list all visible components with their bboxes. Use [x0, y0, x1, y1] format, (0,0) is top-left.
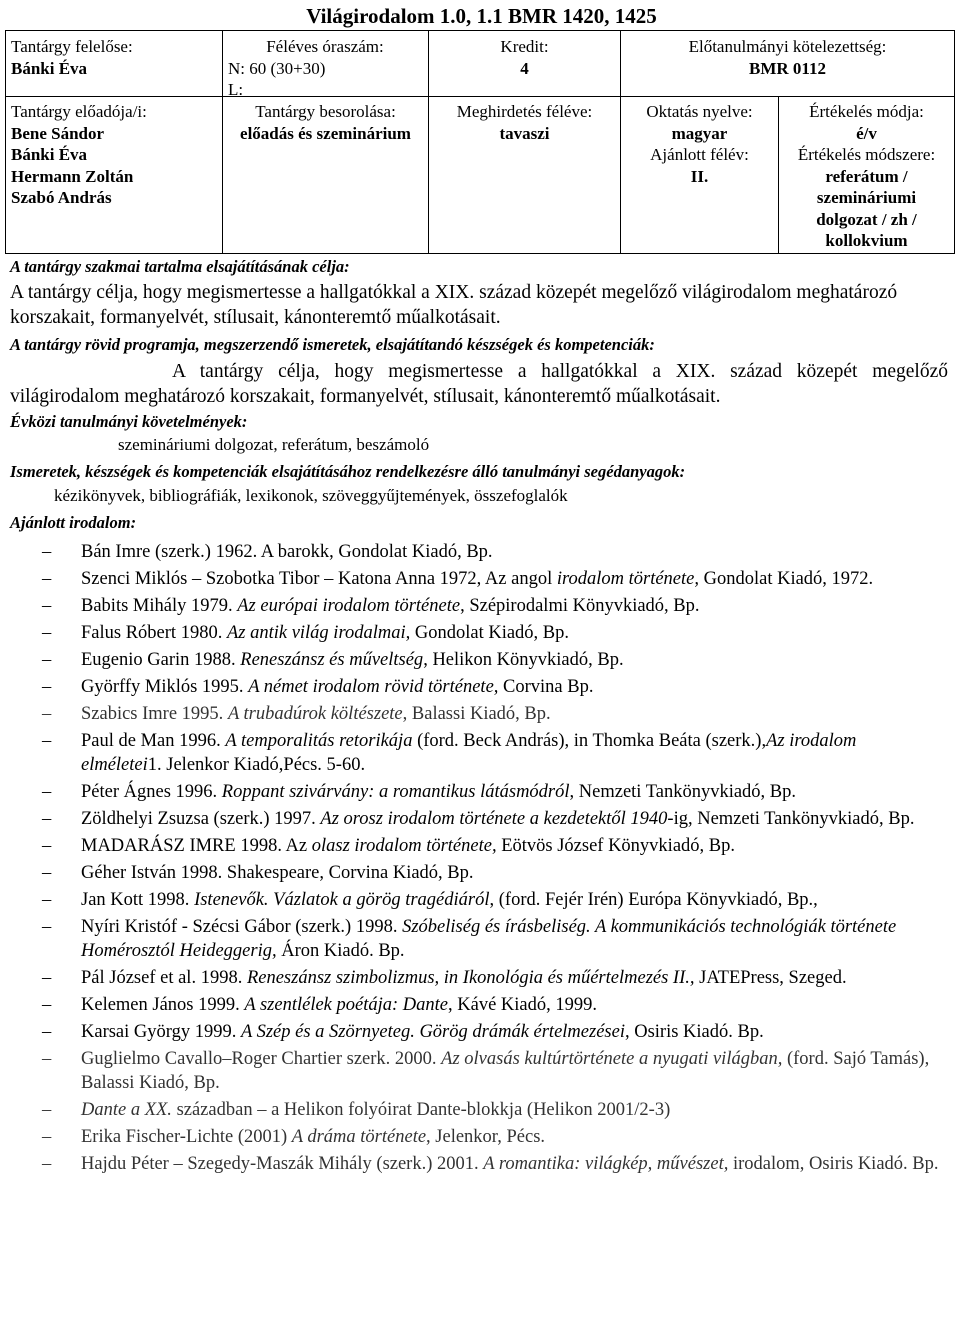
list-dash: –	[42, 731, 52, 751]
eval-method-label: Értékelés módszere:	[797, 145, 936, 164]
bibliography-title: Az orosz irodalom története a kezdetektől 1940-	[320, 809, 674, 829]
responsible-cell	[11, 36, 216, 79]
materials-text: kézikönyvek, bibliográfiák, lexikonok, szöveggyűjtemények, összefoglalók	[54, 486, 568, 505]
bibliography-entry	[0, 729, 941, 777]
bibliography-text: , Kávé Kiadó, 1999.	[448, 995, 598, 1015]
bibliography-title: Reneszánsz és műveltség	[240, 650, 424, 670]
bibliography-title: Reneszánsz szimbolizmus, in Ikonológia és műértelmezés II.,	[246, 968, 695, 988]
bibliography-text: Gondolat Kiadó, 1972.	[699, 569, 874, 589]
prereq-cell	[621, 36, 954, 79]
evaluation-cell	[779, 101, 954, 252]
credit-label: Kredit:	[500, 37, 549, 56]
semester-label: Meghirdetés féléve:	[456, 102, 593, 121]
bibliography-entry	[0, 648, 941, 672]
hours-label: Féléves óraszám:	[266, 37, 384, 56]
bibliography-entry	[0, 1152, 941, 1176]
list-dash: –	[42, 836, 52, 856]
credit-cell	[429, 36, 620, 79]
bibliography-title: Az olvasás kultúrtörténete a nyugati világban,	[441, 1049, 783, 1069]
hours-l-value: L:	[228, 80, 244, 99]
bibliography-title: A romantika: világkép, művészet,	[483, 1154, 733, 1174]
program-heading: A tantárgy rövid programja, megszerzendő ismeretek, elsajátítandó készségek és kompetenciák:	[10, 335, 655, 354]
bibliography-text: Géher István 1998. Shakespeare, Corvina Kiadó, Bp.	[81, 863, 474, 883]
bibliography-text: , Jelenkor, Pécs.	[426, 1127, 546, 1147]
list-dash: –	[42, 596, 52, 616]
bibliography-entry	[0, 807, 941, 831]
eval-method-line: szemináriumi	[816, 188, 917, 207]
bibliography-text: , (ford. Fejér Irén) Európa Könyvkiadó, Bp.,	[489, 890, 818, 910]
responsible-label: Tantárgy felelőse:	[11, 37, 133, 56]
bibliography-text: JATEPress, Szeged.	[694, 968, 847, 988]
recommended-semester-value: II.	[690, 166, 709, 186]
eval-method-line: kollokvium	[825, 231, 908, 250]
list-dash: –	[42, 1100, 52, 1120]
list-dash: –	[42, 917, 52, 937]
requirements-text: szemináriumi dolgozat, referátum, beszámoló	[118, 435, 430, 454]
bibliography-text: Pál József et al. 1998.	[81, 968, 247, 988]
bibliography-entry	[0, 567, 941, 591]
responsible-value: Bánki Éva	[11, 58, 88, 78]
bibliography-text: Falus Róbert 1980.	[81, 623, 227, 643]
eval-mode-label: Értékelés módja:	[809, 102, 924, 121]
classification-label: Tantárgy besorolása:	[255, 102, 396, 121]
bibliography-text: Gondolat Kiadó, Bp.	[410, 623, 570, 643]
bibliography-text: Jan Kott 1998.	[81, 890, 195, 910]
bibliography-text: , Nemzeti Tankönyvkiadó, Bp.	[569, 782, 797, 802]
bibliography-entry	[0, 780, 941, 804]
literature-heading: Ajánlott irodalom:	[10, 513, 137, 532]
bibliography-text: században – a Helikon folyóirat Dante-blokkja (Helikon 2001/2-3)	[171, 1100, 671, 1120]
bibliography-text: , Osiris Kiadó. Bp.	[624, 1022, 764, 1042]
list-dash: –	[42, 704, 52, 724]
bibliography-title: A dráma története	[291, 1127, 427, 1147]
lecturers-cell	[11, 101, 216, 209]
bibliography-entry	[0, 1047, 941, 1095]
bibliography-text: Nyíri Kristóf - Szécsi Gábor (szerk.) 1998.	[81, 917, 403, 937]
bibliography-title: Az európai irodalom története	[237, 596, 461, 616]
bibliography-text: Erika Fischer-Lichte (2001)	[81, 1127, 292, 1147]
requirements-heading: Évközi tanulmányi követelmények:	[10, 412, 248, 431]
bibliography-title: Szóbeliség és írásbeliség. A kommunikációs technológiák története Homérosztól Heideggerig,	[81, 917, 897, 961]
list-dash: –	[42, 890, 52, 910]
bibliography-title: A temporalitás retorikája	[225, 731, 413, 751]
bibliography-text: Eugenio Garin 1988.	[81, 650, 241, 670]
bibliography-text: Györffy Miklós 1995.	[81, 677, 249, 697]
bibliography-text: ig, Nemzeti Tankönyvkiadó, Bp.	[673, 809, 915, 829]
bibliography-list	[0, 540, 960, 1179]
bibliography-text: , Balassi Kiadó, Bp.	[402, 704, 551, 724]
list-dash: –	[42, 782, 52, 802]
bibliography-entry	[0, 621, 941, 645]
bibliography-entry	[0, 540, 941, 564]
bibliography-text: MADARÁSZ IMRE 1998. Az	[81, 836, 312, 856]
list-dash: –	[42, 1127, 52, 1147]
document-title: Világirodalom 1.0, 1.1 BMR 1420, 1425	[306, 4, 657, 28]
bibliography-text: 1. Jelenkor Kiadó,Pécs. 5-60.	[147, 755, 366, 775]
list-dash: –	[42, 863, 52, 883]
bibliography-text: Kelemen János 1999.	[81, 995, 245, 1015]
list-dash: –	[42, 995, 52, 1015]
bibliography-text: Áron Kiadó. Bp.	[276, 941, 405, 961]
bibliography-text: Paul de Man 1996.	[81, 731, 226, 751]
semester-value: tavaszi	[499, 123, 550, 143]
language-value: magyar	[671, 123, 728, 143]
list-dash: –	[42, 1049, 52, 1069]
bibliography-text: Hajdu Péter – Szegedy-Maszák Mihály (szerk.) 2001.	[81, 1154, 484, 1174]
eval-method-line: referátum /	[825, 166, 908, 186]
lecturers-label: Tantárgy előadója/i:	[11, 102, 147, 121]
bibliography-text: , Szépirodalmi Könyvkiadó, Bp.	[460, 596, 700, 616]
bibliography-entry	[0, 1098, 941, 1122]
bibliography-entry	[0, 702, 941, 726]
eval-mode-value: é/v	[856, 123, 877, 143]
bibliography-entry	[0, 861, 941, 885]
semester-cell	[429, 101, 620, 144]
bibliography-text: Péter Ágnes 1996.	[81, 782, 222, 802]
classification-cell	[223, 101, 428, 144]
course-header-table	[5, 30, 955, 254]
list-dash: –	[42, 650, 52, 670]
language-cell	[621, 101, 778, 187]
bibliography-title: Az antik világ irodalmai,	[226, 623, 411, 643]
bibliography-text: (ford. Beck András), in Thomka Beáta (szerk.),	[412, 731, 767, 751]
bibliography-entry	[0, 675, 941, 699]
language-label: Oktatás nyelve:	[646, 102, 753, 121]
lecturer-name: Hermann Zoltán	[11, 166, 134, 186]
bibliography-text: (ford. Sajó Tamás), Balassi Kiadó, Bp.	[81, 1049, 930, 1093]
goal-text: A tantárgy célja, hogy megismertesse a hallgatókkal a XIX. század közepét megelőző világirodalom meghatározó korszakait, formanyelvét, stílusait, kánonteremtő műalkotásait.	[10, 282, 898, 328]
list-dash: –	[42, 569, 52, 589]
list-dash: –	[42, 1154, 52, 1174]
bibliography-text: Corvina Bp.	[498, 677, 594, 697]
eval-method-line: dolgozat / zh /	[816, 209, 917, 229]
prereq-label: Előtanulmányi kötelezettség:	[688, 37, 887, 56]
bibliography-text: Eötvös József Könyvkiadó, Bp.	[496, 836, 736, 856]
bibliography-text: Zöldhelyi Zsuzsa (szerk.) 1997.	[81, 809, 321, 829]
classification-value: előadás és szeminárium	[240, 123, 411, 143]
bibliography-entry	[0, 966, 941, 990]
bibliography-text: Bán Imre (szerk.) 1962. A barokk, Gondolat Kiadó, Bp.	[81, 542, 493, 562]
bibliography-text: irodalom, Osiris Kiadó. Bp.	[732, 1154, 939, 1174]
lecturer-name: Szabó András	[11, 188, 112, 207]
bibliography-text: Szenci Miklós – Szobotka Tibor – Katona Anna 1972, Az angol	[81, 569, 557, 589]
credit-value: 4	[520, 58, 529, 78]
bibliography-title: Istenevők. Vázlatok a görög tragédiáról	[194, 890, 490, 910]
materials-heading: Ismeretek, készségek és kompetenciák elsajátításához rendelkezésre álló tanulmányi segédanyagok:	[10, 462, 686, 481]
bibliography-title: olasz irodalom története,	[311, 836, 497, 856]
bibliography-entry	[0, 594, 941, 618]
program-text: A tantárgy célja, hogy megismertesse a hallgatókkal a XIX. század közepét megelőző világirodalom meghatározó korszakait, formanyelvét, stílusait, kánonteremtő műalkotásait.	[10, 361, 948, 407]
hours-cell	[228, 36, 422, 101]
recommended-semester-label: Ajánlott félév:	[650, 145, 749, 164]
bibliography-title: A trubadúrok költészete	[227, 704, 403, 724]
list-dash: –	[42, 968, 52, 988]
table-divider	[222, 31, 223, 96]
bibliography-entry	[0, 993, 941, 1017]
lecturer-name: Bene Sándor	[11, 123, 105, 143]
prereq-value: BMR 0112	[749, 58, 826, 78]
bibliography-text: Karsai György 1999.	[81, 1022, 241, 1042]
bibliography-title: A német irodalom rövid története,	[248, 677, 499, 697]
bibliography-entry	[0, 1020, 941, 1044]
list-dash: –	[42, 677, 52, 697]
lecturer-name: Bánki Éva	[11, 145, 88, 164]
bibliography-entry	[0, 834, 941, 858]
table-divider	[6, 96, 954, 97]
goal-heading: A tantárgy szakmai tartalma elsajátításának célja:	[10, 257, 350, 276]
bibliography-entry	[0, 915, 941, 963]
list-dash: –	[42, 809, 52, 829]
list-dash: –	[42, 1022, 52, 1042]
bibliography-text: Szabics Imre 1995.	[81, 704, 228, 724]
bibliography-text: Guglielmo Cavallo–Roger Chartier szerk. 2000.	[81, 1049, 442, 1069]
bibliography-text: Babits Mihály 1979.	[81, 596, 238, 616]
bibliography-entry	[0, 888, 941, 912]
hours-value: N: 60 (30+30)	[228, 58, 326, 78]
list-dash: –	[42, 623, 52, 643]
bibliography-entry	[0, 1125, 941, 1149]
bibliography-title: irodalom története,	[556, 569, 699, 589]
bibliography-title: Az irodalom elméletei	[81, 731, 857, 775]
bibliography-text: , Helikon Könyvkiadó, Bp.	[423, 650, 624, 670]
bibliography-title: A szentlélek poétája: Dante	[244, 995, 449, 1015]
bibliography-title: A Szép és a Szörnyeteg. Görög drámák értelmezései	[240, 1022, 625, 1042]
bibliography-title: Roppant szivárvány: a romantikus látásmódról	[221, 782, 570, 802]
list-dash: –	[42, 542, 52, 562]
bibliography-title: Dante a XX.	[81, 1100, 172, 1120]
